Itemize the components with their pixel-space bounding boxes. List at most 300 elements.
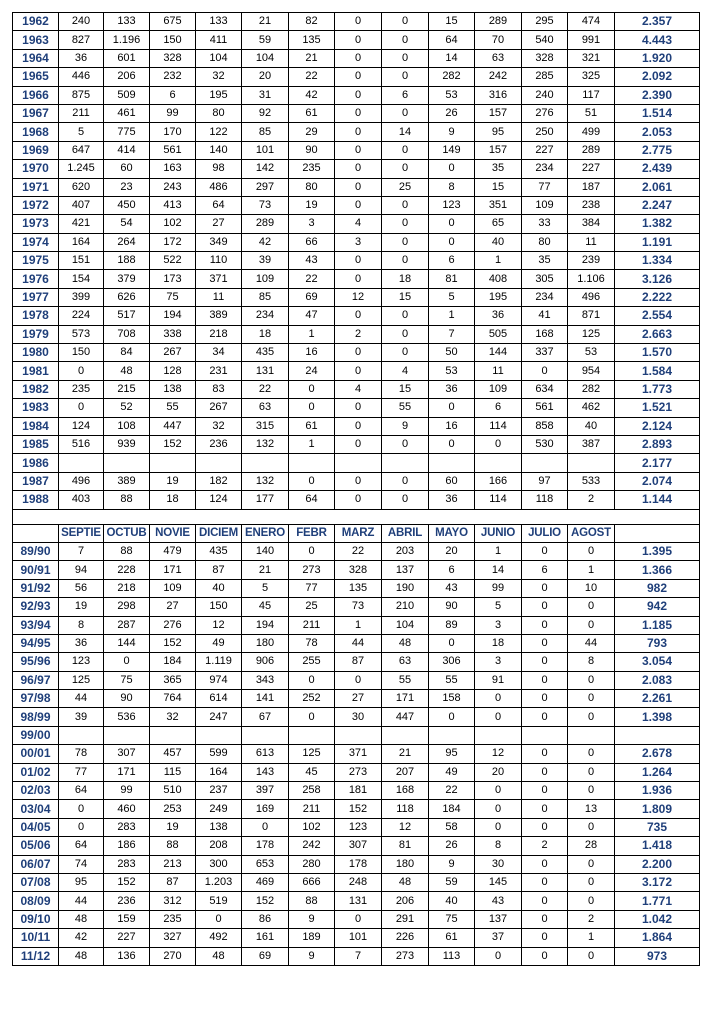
monthly-value-cell: 267 <box>150 344 196 362</box>
monthly-value-cell: 18 <box>475 634 522 652</box>
annual-total-cell: 2.083 <box>615 671 700 689</box>
monthly-value-cell: 109 <box>522 196 568 214</box>
table-row <box>13 726 700 744</box>
monthly-value-cell: 33 <box>522 215 568 233</box>
table-row <box>13 837 700 855</box>
monthly-value-cell: 0 <box>382 435 429 453</box>
annual-total-cell: 3.172 <box>615 873 700 891</box>
monthly-value-cell: 125 <box>568 325 615 343</box>
table-row <box>13 454 700 472</box>
monthly-value-cell: 7 <box>335 947 382 965</box>
monthly-value-cell: 0 <box>429 215 475 233</box>
monthly-value-cell: 496 <box>568 288 615 306</box>
monthly-value-cell: 53 <box>568 344 615 362</box>
monthly-value-cell: 64 <box>196 196 242 214</box>
month-header-cell: SEPTIE <box>59 524 104 542</box>
monthly-value-cell: 297 <box>242 178 289 196</box>
monthly-value-cell: 447 <box>150 417 196 435</box>
monthly-value-cell: 0 <box>335 252 382 270</box>
monthly-value-cell: 0 <box>59 818 104 836</box>
annual-total-cell: 2.247 <box>615 196 700 214</box>
row-year-label: 1975 <box>13 252 59 270</box>
monthly-value-cell: 300 <box>196 855 242 873</box>
monthly-value-cell: 307 <box>335 837 382 855</box>
monthly-value-cell: 141 <box>242 690 289 708</box>
monthly-value-cell: 8 <box>568 653 615 671</box>
monthly-value-cell: 0 <box>59 800 104 818</box>
monthly-value-cell: 87 <box>335 653 382 671</box>
monthly-value-cell: 0 <box>568 598 615 616</box>
monthly-value-cell: 0 <box>382 325 429 343</box>
monthly-value-cell: 0 <box>382 196 429 214</box>
monthly-value-cell: 84 <box>104 344 150 362</box>
monthly-value-cell: 81 <box>382 837 429 855</box>
row-year-label: 00/01 <box>13 745 59 763</box>
monthly-value-cell: 42 <box>242 233 289 251</box>
monthly-value-cell: 19 <box>150 818 196 836</box>
row-year-label: 1966 <box>13 86 59 104</box>
monthly-value-cell: 0 <box>382 472 429 490</box>
monthly-value-cell: 0 <box>59 362 104 380</box>
monthly-value-cell: 0 <box>568 690 615 708</box>
monthly-value-cell: 6 <box>382 86 429 104</box>
header-total-cell <box>615 524 700 542</box>
monthly-value-cell: 28 <box>568 837 615 855</box>
monthly-value-cell: 87 <box>196 561 242 579</box>
monthly-value-cell: 240 <box>59 13 104 31</box>
row-year-label: 02/03 <box>13 782 59 800</box>
monthly-value-cell: 43 <box>429 579 475 597</box>
monthly-value-cell: 0 <box>242 818 289 836</box>
monthly-value-cell: 73 <box>242 196 289 214</box>
monthly-value-cell: 328 <box>522 49 568 67</box>
annual-total-cell: 1.334 <box>615 252 700 270</box>
monthly-value-cell: 61 <box>429 929 475 947</box>
table-row <box>13 399 700 417</box>
monthly-value-cell: 110 <box>196 252 242 270</box>
monthly-value-cell: 89 <box>429 616 475 634</box>
monthly-value-cell: 0 <box>568 708 615 726</box>
monthly-value-cell: 0 <box>335 141 382 159</box>
monthly-value-cell: 0 <box>335 417 382 435</box>
table-row <box>13 818 700 836</box>
annual-total-cell: 2.390 <box>615 86 700 104</box>
monthly-value-cell: 168 <box>382 782 429 800</box>
monthly-value-cell: 215 <box>104 380 150 398</box>
monthly-value-cell: 27 <box>335 690 382 708</box>
monthly-value-cell: 36 <box>475 307 522 325</box>
monthly-value-cell: 0 <box>335 910 382 928</box>
row-year-label: 1977 <box>13 288 59 306</box>
table-row <box>13 86 700 104</box>
monthly-value-cell: 0 <box>335 196 382 214</box>
monthly-value-cell: 236 <box>104 892 150 910</box>
monthly-value-cell: 0 <box>429 399 475 417</box>
row-year-label: 04/05 <box>13 818 59 836</box>
monthly-value-cell: 113 <box>429 947 475 965</box>
month-header-cell: MAYO <box>429 524 475 542</box>
monthly-value-cell: 170 <box>150 123 196 141</box>
monthly-value-cell: 283 <box>104 855 150 873</box>
monthly-value-cell: 21 <box>289 49 335 67</box>
monthly-value-cell: 190 <box>382 579 429 597</box>
monthly-value-cell: 4 <box>335 380 382 398</box>
monthly-value-cell: 189 <box>289 929 335 947</box>
monthly-value-cell: 206 <box>382 892 429 910</box>
header-corner-cell <box>13 524 59 542</box>
monthly-value-cell: 48 <box>382 634 429 652</box>
row-year-label: 1983 <box>13 399 59 417</box>
monthly-value-cell: 0 <box>522 616 568 634</box>
monthly-value-cell: 173 <box>150 270 196 288</box>
monthly-value-cell: 64 <box>429 31 475 49</box>
annual-total-cell: 2.092 <box>615 68 700 86</box>
monthly-value-cell: 131 <box>242 362 289 380</box>
monthly-value-cell: 132 <box>242 435 289 453</box>
monthly-value-cell: 78 <box>289 634 335 652</box>
monthly-value-cell: 328 <box>335 561 382 579</box>
table-row <box>13 196 700 214</box>
monthly-value-cell: 479 <box>150 542 196 560</box>
monthly-value-cell: 447 <box>382 708 429 726</box>
monthly-value-cell: 0 <box>522 671 568 689</box>
monthly-value-cell: 474 <box>568 13 615 31</box>
monthly-value-cell: 195 <box>196 86 242 104</box>
monthly-value-cell: 5 <box>475 598 522 616</box>
monthly-value-cell: 82 <box>289 13 335 31</box>
monthly-value-cell: 1 <box>429 307 475 325</box>
monthly-value-cell: 289 <box>475 13 522 31</box>
monthly-value-cell: 184 <box>429 800 475 818</box>
monthly-value-cell <box>429 726 475 744</box>
table-row <box>13 616 700 634</box>
monthly-value-cell: 22 <box>429 782 475 800</box>
monthly-value-cell: 389 <box>196 307 242 325</box>
monthly-value-cell: 0 <box>289 671 335 689</box>
monthly-value-cell: 235 <box>150 910 196 928</box>
monthly-value-cell: 73 <box>335 598 382 616</box>
monthly-value-cell: 144 <box>475 344 522 362</box>
monthly-value-cell: 124 <box>59 417 104 435</box>
monthly-value-cell: 510 <box>150 782 196 800</box>
monthly-value-cell: 44 <box>568 634 615 652</box>
month-header-cell: ENERO <box>242 524 289 542</box>
monthly-value-cell: 327 <box>150 929 196 947</box>
monthly-value-cell <box>59 454 104 472</box>
monthly-value-cell: 0 <box>335 435 382 453</box>
monthly-value-cell: 291 <box>382 910 429 928</box>
monthly-value-cell: 276 <box>522 104 568 122</box>
monthly-value-cell: 8 <box>475 837 522 855</box>
monthly-value-cell <box>475 454 522 472</box>
monthly-value-cell: 37 <box>475 929 522 947</box>
monthly-value-cell: 11 <box>196 288 242 306</box>
annual-total-cell: 1.514 <box>615 104 700 122</box>
monthly-value-cell: 26 <box>429 837 475 855</box>
monthly-value-cell: 0 <box>429 435 475 453</box>
monthly-value-cell: 0 <box>335 491 382 509</box>
monthly-value-cell: 0 <box>335 270 382 288</box>
monthly-value-cell: 228 <box>104 561 150 579</box>
table-row <box>13 233 700 251</box>
table-row <box>13 123 700 141</box>
monthly-value-cell: 0 <box>335 399 382 417</box>
monthly-value-cell <box>382 726 429 744</box>
monthly-value-cell: 24 <box>289 362 335 380</box>
monthly-value-cell: 154 <box>59 270 104 288</box>
monthly-value-cell: 39 <box>242 252 289 270</box>
monthly-value-cell: 267 <box>196 399 242 417</box>
row-year-label: 01/02 <box>13 763 59 781</box>
monthly-value-cell: 235 <box>289 160 335 178</box>
monthly-value-cell: 118 <box>522 491 568 509</box>
monthly-value-cell: 36 <box>429 491 475 509</box>
monthly-value-cell: 435 <box>242 344 289 362</box>
monthly-value-cell: 0 <box>335 160 382 178</box>
monthly-value-cell <box>522 726 568 744</box>
monthly-value-cell: 65 <box>475 215 522 233</box>
row-year-label: 90/91 <box>13 561 59 579</box>
monthly-value-cell: 0 <box>289 708 335 726</box>
monthly-value-cell: 80 <box>196 104 242 122</box>
annual-total-cell: 1.042 <box>615 910 700 928</box>
monthly-value-cell: 3 <box>475 616 522 634</box>
monthly-value-cell: 59 <box>242 31 289 49</box>
monthly-value-cell: 210 <box>382 598 429 616</box>
monthly-value-cell: 408 <box>475 270 522 288</box>
monthly-value-cell: 0 <box>382 344 429 362</box>
monthly-value-cell: 499 <box>568 123 615 141</box>
row-year-label: 05/06 <box>13 837 59 855</box>
monthly-value-cell: 242 <box>289 837 335 855</box>
monthly-value-cell: 3 <box>335 233 382 251</box>
monthly-value-cell: 0 <box>568 542 615 560</box>
row-year-label: 07/08 <box>13 873 59 891</box>
monthly-value-cell: 19 <box>289 196 335 214</box>
monthly-value-cell: 136 <box>104 947 150 965</box>
monthly-value-cell: 384 <box>568 215 615 233</box>
month-header-cell: ABRIL <box>382 524 429 542</box>
monthly-value-cell: 145 <box>475 873 522 891</box>
monthly-value-cell: 48 <box>382 873 429 891</box>
monthly-value-cell: 186 <box>104 837 150 855</box>
monthly-value-cell: 2 <box>335 325 382 343</box>
monthly-value-cell: 22 <box>242 380 289 398</box>
monthly-value-cell: 9 <box>289 947 335 965</box>
month-header-cell: JUNIO <box>475 524 522 542</box>
monthly-value-cell: 75 <box>150 288 196 306</box>
table-row <box>13 598 700 616</box>
monthly-value-cell: 142 <box>242 160 289 178</box>
monthly-value-cell: 178 <box>335 855 382 873</box>
monthly-value-cell: 1 <box>289 325 335 343</box>
monthly-value-cell: 264 <box>104 233 150 251</box>
annual-total-cell: 982 <box>615 579 700 597</box>
annual-total-cell: 2.261 <box>615 690 700 708</box>
monthly-value-cell: 166 <box>475 472 522 490</box>
monthly-value-cell <box>568 454 615 472</box>
monthly-value-cell: 211 <box>289 800 335 818</box>
month-header-cell: JULIO <box>522 524 568 542</box>
row-year-label: 97/98 <box>13 690 59 708</box>
monthly-value-cell: 6 <box>475 399 522 417</box>
monthly-value-cell: 486 <box>196 178 242 196</box>
monthly-value-cell: 0 <box>429 233 475 251</box>
annual-total-cell: 2.124 <box>615 417 700 435</box>
row-year-label: 1985 <box>13 435 59 453</box>
monthly-value-cell: 248 <box>335 873 382 891</box>
monthly-value-cell: 0 <box>522 653 568 671</box>
annual-total-cell: 1.382 <box>615 215 700 233</box>
row-year-label: 1976 <box>13 270 59 288</box>
monthly-value-cell: 9 <box>429 123 475 141</box>
monthly-value-cell: 32 <box>196 68 242 86</box>
monthly-value-cell: 2 <box>568 491 615 509</box>
monthly-value-cell: 194 <box>242 616 289 634</box>
monthly-value-cell: 461 <box>104 104 150 122</box>
row-year-label: 1963 <box>13 31 59 49</box>
monthly-value-cell: 536 <box>104 708 150 726</box>
monthly-value-cell: 99 <box>104 782 150 800</box>
monthly-value-cell: 133 <box>196 13 242 31</box>
monthly-value-cell: 8 <box>59 616 104 634</box>
monthly-value-cell: 0 <box>382 215 429 233</box>
monthly-value-cell: 206 <box>104 68 150 86</box>
monthly-value-cell: 61 <box>289 417 335 435</box>
monthly-value-cell: 27 <box>150 598 196 616</box>
row-year-label: 1969 <box>13 141 59 159</box>
monthly-value-cell: 63 <box>242 399 289 417</box>
monthly-value-cell: 389 <box>104 472 150 490</box>
monthly-value-cell: 12 <box>335 288 382 306</box>
monthly-value-cell: 516 <box>59 435 104 453</box>
monthly-value-cell: 77 <box>289 579 335 597</box>
monthly-value-cell: 399 <box>59 288 104 306</box>
monthly-value-cell <box>429 454 475 472</box>
monthly-value-cell: 227 <box>522 141 568 159</box>
monthly-value-cell: 287 <box>104 616 150 634</box>
monthly-value-cell: 19 <box>59 598 104 616</box>
annual-total-cell: 3.054 <box>615 653 700 671</box>
monthly-value-cell: 35 <box>522 252 568 270</box>
monthly-value-cell: 25 <box>382 178 429 196</box>
monthly-value-cell: 0 <box>568 616 615 634</box>
month-header-cell: OCTUB <box>104 524 150 542</box>
monthly-value-cell: 307 <box>104 745 150 763</box>
monthly-value-cell: 150 <box>150 31 196 49</box>
monthly-value-cell: 0 <box>335 68 382 86</box>
monthly-value-cell: 601 <box>104 49 150 67</box>
monthly-value-cell <box>242 726 289 744</box>
monthly-value-cell: 15 <box>382 288 429 306</box>
monthly-value-cell: 250 <box>522 123 568 141</box>
monthly-value-cell: 211 <box>289 616 335 634</box>
monthly-value-cell: 101 <box>335 929 382 947</box>
monthly-value-cell: 0 <box>382 31 429 49</box>
monthly-value-cell: 0 <box>335 86 382 104</box>
row-year-label: 1978 <box>13 307 59 325</box>
monthly-value-cell: 44 <box>59 892 104 910</box>
monthly-value-cell: 152 <box>242 892 289 910</box>
monthly-value-cell: 48 <box>59 947 104 965</box>
monthly-value-cell: 12 <box>382 818 429 836</box>
monthly-value-cell: 97 <box>522 472 568 490</box>
monthly-value-cell: 0 <box>335 362 382 380</box>
monthly-value-cell: 53 <box>429 362 475 380</box>
monthly-value-cell: 90 <box>289 141 335 159</box>
section-spacer-cell <box>13 509 700 524</box>
monthly-value-cell: 67 <box>242 708 289 726</box>
monthly-value-cell: 92 <box>242 104 289 122</box>
monthly-value-cell: 4 <box>335 215 382 233</box>
monthly-value-cell: 249 <box>196 800 242 818</box>
monthly-value-cell: 492 <box>196 929 242 947</box>
row-year-label: 08/09 <box>13 892 59 910</box>
monthly-value-cell: 0 <box>568 873 615 891</box>
monthly-value-cell: 124 <box>196 491 242 509</box>
monthly-value-cell: 0 <box>522 362 568 380</box>
monthly-value-cell: 533 <box>568 472 615 490</box>
monthly-value-cell: 101 <box>242 141 289 159</box>
row-year-label: 1987 <box>13 472 59 490</box>
monthly-value-cell: 273 <box>335 763 382 781</box>
table-row <box>13 362 700 380</box>
row-year-label: 1986 <box>13 454 59 472</box>
monthly-value-cell: 26 <box>429 104 475 122</box>
table-row <box>13 892 700 910</box>
monthly-value-cell: 21 <box>382 745 429 763</box>
monthly-value-cell: 8 <box>429 178 475 196</box>
annual-total-cell: 3.126 <box>615 270 700 288</box>
monthly-value-cell: 20 <box>242 68 289 86</box>
monthly-value-cell <box>382 454 429 472</box>
month-header-cell: MARZ <box>335 524 382 542</box>
monthly-value-cell: 55 <box>382 399 429 417</box>
monthly-value-cell: 371 <box>196 270 242 288</box>
monthly-value-cell: 9 <box>382 417 429 435</box>
monthly-value-cell: 325 <box>568 68 615 86</box>
annual-total-cell: 2.357 <box>615 13 700 31</box>
monthly-value-cell: 0 <box>382 13 429 31</box>
monthly-value-cell: 1.196 <box>104 31 150 49</box>
monthly-value-cell: 150 <box>196 598 242 616</box>
monthly-value-cell: 61 <box>289 104 335 122</box>
monthly-value-cell: 614 <box>196 690 242 708</box>
monthly-value-cell: 258 <box>289 782 335 800</box>
monthly-value-cell: 102 <box>289 818 335 836</box>
monthly-value-cell: 0 <box>568 671 615 689</box>
monthly-value-cell: 561 <box>522 399 568 417</box>
monthly-value-cell: 224 <box>59 307 104 325</box>
monthly-value-cell: 991 <box>568 31 615 49</box>
monthly-value-cell: 0 <box>475 690 522 708</box>
monthly-value-cell: 295 <box>522 13 568 31</box>
monthly-value-cell: 194 <box>150 307 196 325</box>
row-year-label: 11/12 <box>13 947 59 965</box>
monthly-value-cell: 519 <box>196 892 242 910</box>
monthly-value-cell: 403 <box>59 491 104 509</box>
annual-total-cell: 973 <box>615 947 700 965</box>
monthly-value-cell: 0 <box>335 344 382 362</box>
monthly-value-cell: 161 <box>242 929 289 947</box>
monthly-value-cell: 40 <box>429 892 475 910</box>
monthly-value-cell: 285 <box>522 68 568 86</box>
monthly-value-cell: 0 <box>335 123 382 141</box>
monthly-value-cell: 316 <box>475 86 522 104</box>
monthly-value-cell: 80 <box>289 178 335 196</box>
monthly-value-cell: 48 <box>104 362 150 380</box>
table-row <box>13 380 700 398</box>
